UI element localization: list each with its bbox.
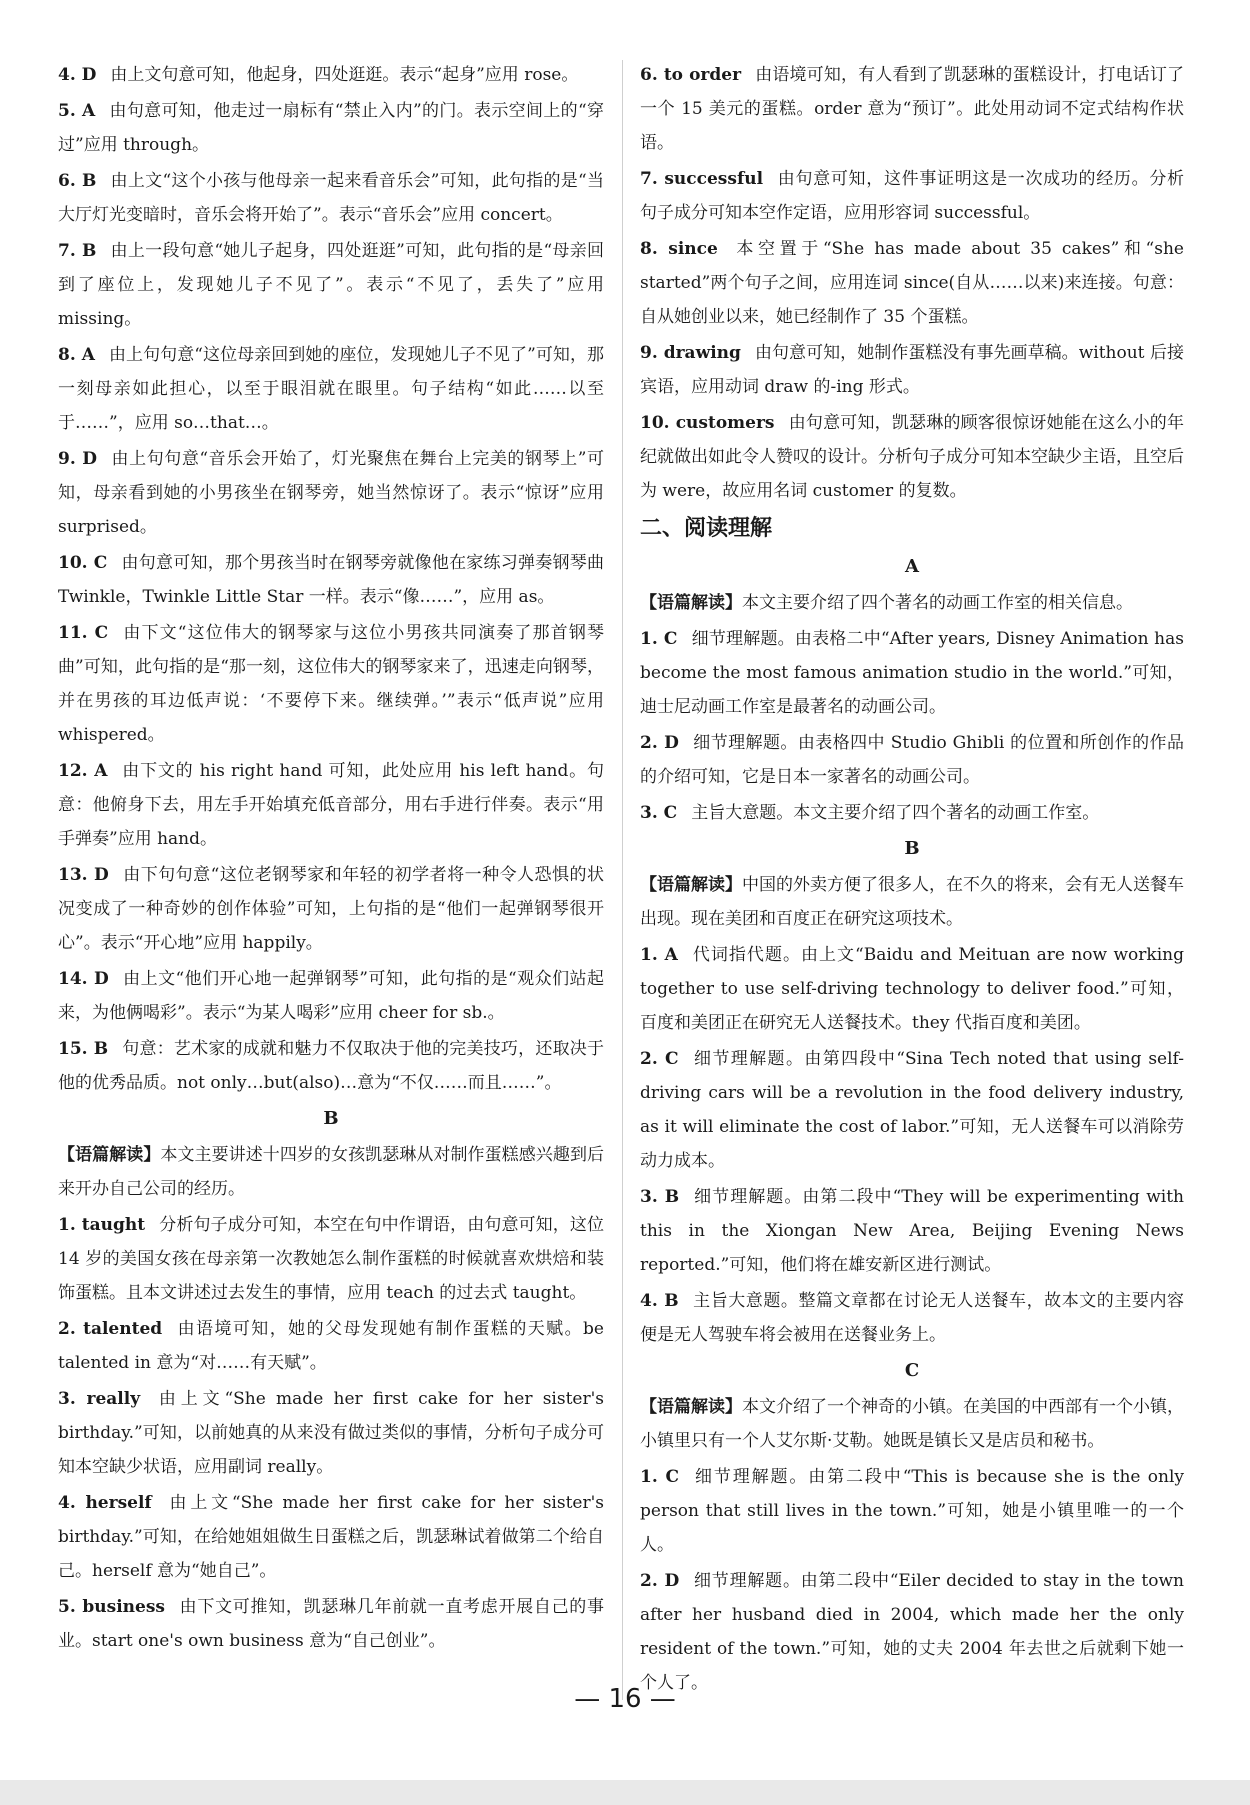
answer-number: 6. to order — [640, 65, 742, 85]
answer-number: 5. business — [58, 1597, 165, 1617]
answer-item — [58, 1382, 604, 1484]
answer-item — [58, 164, 604, 232]
answer-item — [58, 616, 604, 752]
sub-heading-b: B — [323, 1108, 339, 1129]
answer-explanation: 由下文的 his right hand 可知，此处应用 his left hand。句意：他俯身下去，用左手开始填充低音部分，用右手进行伴奏。表示“用手弹奏”应用 hand。 — [58, 761, 604, 849]
answer-item — [640, 232, 1184, 334]
answer-item — [640, 406, 1184, 508]
answer-item — [640, 1564, 1184, 1700]
passage-label: 【语篇解读】 — [640, 1397, 742, 1417]
answer-number: 7. B — [58, 241, 97, 261]
answer-item — [58, 1590, 604, 1658]
answer-number: 15. B — [58, 1039, 109, 1059]
answer-explanation: 由语境可知，有人看到了凯瑟琳的蛋糕设计，打电话订了一个 15 美元的蛋糕。order 意为“预订”。此处用动词不定式结构作状语。 — [640, 65, 1184, 153]
answer-item — [640, 58, 1184, 160]
answer-explanation: 由下文可推知，凯瑟琳几年前就一直考虑开展自己的事业。start one's own business 意为“自己创业”。 — [58, 1597, 604, 1651]
answer-explanation: 由下句句意“这位老钢琴家和年轻的初学者将一种令人恐惧的状况变成了一种奇妙的创作体验”可知，上句指的是“他们一起弹钢琴很开心”。表示“开心地”应用 happily。 — [58, 865, 604, 953]
passage-text: 中国的外卖方便了很多人，在不久的将来，会有无人送餐车出现。现在美团和百度正在研究这项技术。 — [640, 875, 1184, 929]
answer-explanation: 由句意可知，那个男孩当时在钢琴旁就像他在家练习弹奏钢琴曲 Twinkle，Twinkle Little Star 一样。表示“像……”，应用 as。 — [58, 553, 604, 607]
answer-item — [58, 442, 604, 544]
answer-number: 1. C — [640, 1467, 680, 1487]
answer-explanation: 由上文句意可知，他起身，四处逛逛。表示“起身”应用 rose。 — [110, 65, 579, 85]
answer-item — [58, 858, 604, 960]
left-column — [58, 58, 604, 1660]
sub-heading-a: A — [905, 556, 919, 577]
answer-item — [640, 336, 1184, 404]
answer-number: 3. C — [640, 803, 678, 823]
reading-answers-b — [640, 938, 1184, 1352]
sub-heading-b-reading: B — [904, 838, 920, 859]
answer-explanation: 由上句句意“这位母亲回到她的座位，发现她儿子不见了”可知，那一刻母亲如此担心，以至于眼泪就在眼里。句子结构“如此……以至于……”，应用 so…that…。 — [58, 345, 604, 433]
answer-number: 2. talented — [58, 1319, 163, 1339]
passage-text: 本文主要介绍了四个著名的动画工作室的相关信息。 — [742, 593, 1133, 613]
answer-item — [58, 1486, 604, 1588]
answer-explanation: 主旨大意题。整篇文章都在讨论无人送餐车，故本文的主要内容便是无人驾驶车将会被用在送餐业务上。 — [640, 1291, 1184, 1345]
page-number: — 16 — — [574, 1684, 676, 1714]
answer-item — [640, 162, 1184, 230]
answer-item — [58, 962, 604, 1030]
answer-item — [58, 234, 604, 336]
answer-number: 1. taught — [58, 1215, 146, 1235]
answer-explanation: 分析句子成分可知，本空在句中作谓语，由句意可知，这位 14 岁的美国女孩在母亲第一次教她怎么制作蛋糕的时候就喜欢烘焙和装饰蛋糕。且本文讲述过去发生的事情，应用 teach 的过去式 taught。 — [58, 1215, 604, 1303]
answer-number: 8. A — [58, 345, 95, 365]
answer-item — [58, 1312, 604, 1380]
answer-explanation: 本空置于“She has made about 35 cakes”和“she started”两个句子之间，应用连词 since(自从……以来)来连接。句意：自从她创业以来，她已经制作了 35 个蛋糕。 — [640, 239, 1184, 327]
answer-explanation: 句意：艺术家的成就和魅力不仅取决于他的完美技巧，还取决于他的优秀品质。not only…but(also)…意为“不仅……而且……”。 — [58, 1039, 604, 1093]
passage-label: 【语篇解读】 — [58, 1145, 161, 1165]
answer-explanation: 由句意可知，这件事证明这是一次成功的经历。分析句子成分可知本空作定语，应用形容词 successful。 — [640, 169, 1185, 223]
answer-item — [640, 1042, 1184, 1178]
answer-number: 1. C — [640, 629, 678, 649]
answer-number: 2. D — [640, 733, 679, 753]
answer-explanation: 由上文“She made her first cake for her sister's birthday.”可知，在给她姐姐做生日蛋糕之后，凯瑟琳试着做第二个给自己。herself 意为“她自己”。 — [58, 1493, 604, 1581]
answer-number: 11. C — [58, 623, 109, 643]
answer-explanation: 由上文“这个小孩与他母亲一起来看音乐会”可知，此句指的是“当大厅灯光变暗时，音乐会将开始了”。表示“音乐会”应用 concert。 — [58, 171, 604, 225]
answer-item — [58, 58, 604, 92]
answer-number: 10. C — [58, 553, 108, 573]
answer-number: 9. D — [58, 449, 97, 469]
answer-number: 4. herself — [58, 1493, 152, 1513]
bottom-scan-band — [0, 1780, 1250, 1805]
answer-item — [58, 94, 604, 162]
answer-explanation: 由句意可知，凯瑟琳的顾客很惊讶她能在这么小的年纪就做出如此令人赞叹的设计。分析句子成分可知本空缺少主语，且空后为 were，故应用名词 customer 的复数。 — [640, 413, 1184, 501]
answer-number: 4. D — [58, 65, 97, 85]
sub-heading-c: C — [904, 1360, 920, 1381]
answer-explanation: 细节理解题。由表格二中“After years, Disney Animation has become the most famous animation studio in the world.”可知，迪士尼动画工作室是最著名的动画公司。 — [640, 629, 1184, 717]
answer-explanation: 由上一段句意“她儿子起身，四处逛逛”可知，此句指的是“母亲回到了座位上，发现她儿子不见了”。表示“不见了，丢失了”应用 missing。 — [58, 241, 604, 329]
answer-explanation: 细节理解题。由第四段中“Sina Tech noted that using self-driving cars will be a revolution in the food delivery industry, as it will eliminate the cost of labor.”可知，无人送餐车可以消除劳动力成本。 — [640, 1049, 1184, 1171]
right-column — [640, 58, 1184, 1702]
answer-explanation: 由下文“这位伟大的钢琴家与这位小男孩共同演奏了那首钢琴曲”可知，此句指的是“那一刻，这位伟大的钢琴家来了，迅速走向钢琴，并在男孩的耳边低声说：‘不要停下来。继续弹。’”表示“低声说”应用 whispered。 — [58, 623, 604, 745]
answer-item — [58, 1032, 604, 1100]
answer-item — [640, 726, 1184, 794]
answer-explanation: 由句意可知，他走过一扇标有“禁止入内”的门。表示空间上的“穿过”应用 through。 — [58, 101, 604, 155]
answer-explanation: 由上句句意“音乐会开始了，灯光聚焦在舞台上完美的钢琴上”可知，母亲看到她的小男孩坐在钢琴旁，她当然惊讶了。表示“惊讶”应用 surprised。 — [58, 449, 604, 537]
answer-item — [640, 622, 1184, 724]
passage-text: 本文介绍了一个神奇的小镇。在美国的中西部有一个小镇，小镇里只有一个人艾尔斯·艾勒。她既是镇长又是店员和秘书。 — [640, 1397, 1184, 1451]
answer-number: 14. D — [58, 969, 109, 989]
reading-answers-a — [640, 622, 1184, 830]
answer-explanation: 由上文“他们开心地一起弹钢琴”可知，此句指的是“观众们站起来，为他俩喝彩”。表示“为某人喝彩”应用 cheer for sb.。 — [58, 969, 604, 1023]
answer-explanation: 由句意可知，她制作蛋糕没有事先画草稿。without 后接宾语，应用动词 draw 的-ing 形式。 — [640, 343, 1184, 397]
answer-item — [640, 938, 1184, 1040]
answer-number: 9. drawing — [640, 343, 741, 363]
answer-item — [640, 796, 1184, 830]
answer-item — [640, 1284, 1184, 1352]
answer-number: 7. successful — [640, 169, 764, 189]
passage-label: 【语篇解读】 — [640, 593, 742, 613]
answer-item — [58, 1208, 604, 1310]
answer-number: 10. customers — [640, 413, 775, 433]
answer-item — [640, 1460, 1184, 1562]
answer-number: 2. D — [640, 1571, 680, 1591]
answer-explanation: 由语境可知，她的父母发现她有制作蛋糕的天赋。be talented in 意为“对……有天赋”。 — [58, 1319, 604, 1373]
section-title-reading: 二、阅读理解 — [640, 516, 773, 541]
answer-number: 5. A — [58, 101, 96, 121]
answer-item — [58, 546, 604, 614]
passage-reading-c — [640, 1390, 1184, 1458]
passage-reading-b — [58, 1138, 604, 1206]
answer-explanation: 主旨大意题。本文主要介绍了四个著名的动画工作室。 — [691, 803, 1100, 823]
answer-number: 6. B — [58, 171, 97, 191]
passage-reading-a — [640, 586, 1184, 620]
passage-label: 【语篇解读】 — [640, 875, 742, 895]
answer-number: 13. D — [58, 865, 109, 885]
answer-explanation: 细节理解题。由第二段中“They will be experimenting with this in the Xiongan New Area, Beijing Evening News reported.”可知，他们将在雄安新区进行测试。 — [640, 1187, 1184, 1275]
column-divider — [622, 60, 623, 1700]
grammar-answers-b-cont — [640, 58, 1184, 508]
answer-explanation: 细节理解题。由第二段中“This is because she is the only person that still lives in the town.”可知，她是小镇里唯一的一个人。 — [640, 1467, 1185, 1555]
answer-number: 3. really — [58, 1389, 141, 1409]
grammar-answers-b — [58, 1208, 604, 1658]
passage-text: 本文主要讲述十四岁的女孩凯瑟琳从对制作蛋糕感兴趣到后来开办自己公司的经历。 — [58, 1145, 605, 1199]
answer-number: 12. A — [58, 761, 108, 781]
passage-reading-b2 — [640, 868, 1184, 936]
answer-explanation: 由上文“She made her first cake for her sister's birthday.”可知，以前她真的从来没有做过类似的事情，分析句子成分可知本空缺少状语，应用副词 really。 — [58, 1389, 604, 1477]
answer-item — [58, 338, 604, 440]
answer-number: 1. A — [640, 945, 678, 965]
answer-item — [640, 1180, 1184, 1282]
answer-number: 2. C — [640, 1049, 679, 1069]
cloze-answers-a — [58, 58, 604, 1100]
answer-item — [58, 754, 604, 856]
answer-explanation: 细节理解题。由第二段中“Eiler decided to stay in the town after her husband died in 2004, which made her the only resident of the town.”可知，她的丈夫 2004 年去世之后就剩下她一个人了。 — [640, 1571, 1184, 1693]
reading-answers-c — [640, 1460, 1184, 1700]
answer-explanation: 代词指代题。由上文“Baidu and Meituan are now working together to use self-driving technology to deliver food.”可知，百度和美团正在研究无人送餐技术。they 代指百度和美团。 — [640, 945, 1184, 1033]
answer-number: 8. since — [640, 239, 718, 259]
answer-number: 4. B — [640, 1291, 679, 1311]
answer-explanation: 细节理解题。由表格四中 Studio Ghibli 的位置和所创作的作品的介绍可知，它是日本一家著名的动画公司。 — [640, 733, 1184, 787]
answer-number: 3. B — [640, 1187, 680, 1207]
